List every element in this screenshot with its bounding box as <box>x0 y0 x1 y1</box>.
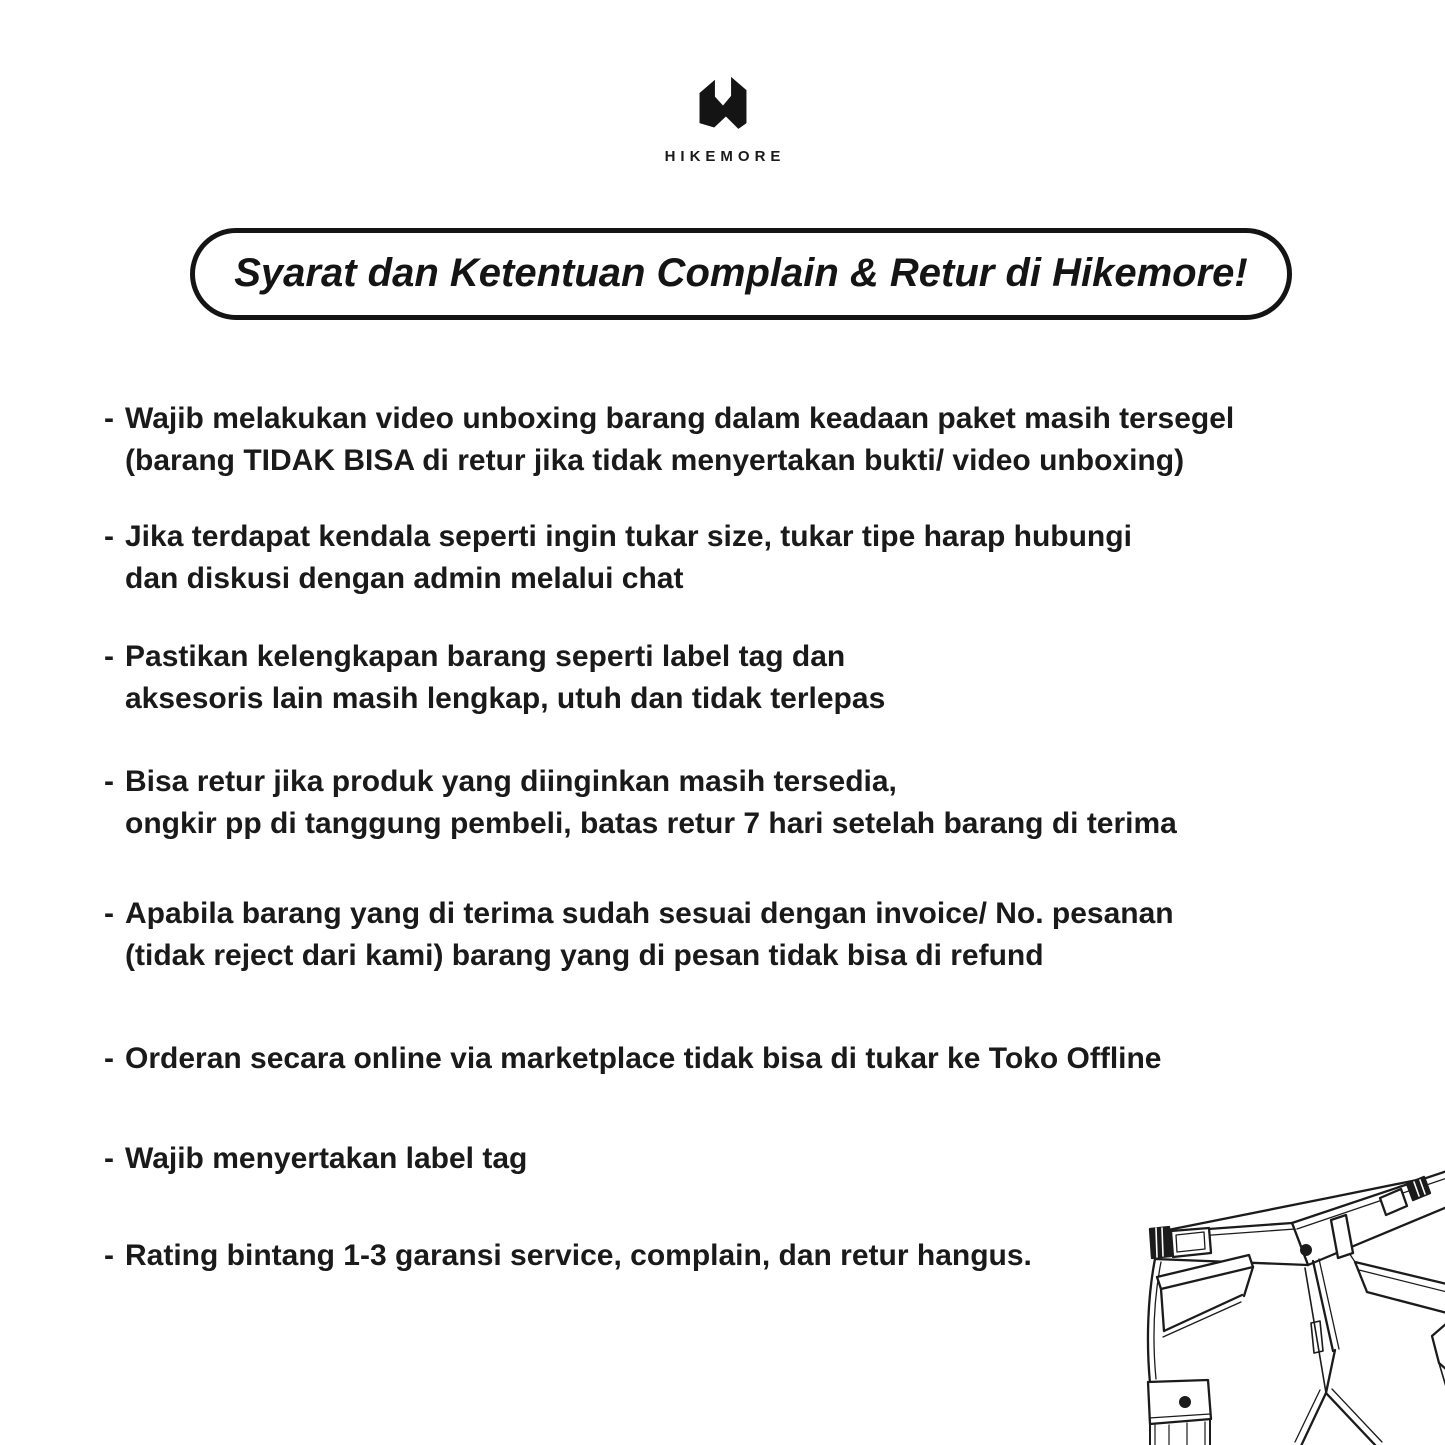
list-item-line: Bisa retur jika produk yang diinginkan masih tersedia, <box>125 765 897 798</box>
bullet-dash: - <box>104 1142 114 1175</box>
title-banner <box>190 228 1292 320</box>
bullet-dash: - <box>104 520 114 553</box>
brand-logo <box>0 68 1445 165</box>
list-item-line: Apabila barang yang di terima sudah sesuai dengan invoice/ No. pesanan <box>125 897 1174 930</box>
bullet-dash: - <box>104 1239 114 1272</box>
bullet-dash: - <box>104 765 114 798</box>
list-item <box>104 516 1415 600</box>
list-item <box>104 893 1415 977</box>
rules-list <box>104 398 1415 1277</box>
bullet-dash: - <box>104 402 114 435</box>
list-item-line: Orderan secara online via marketplace tidak bisa di tukar ke Toko Offline <box>125 1042 1162 1075</box>
cargo-pants-illustration <box>1145 1165 1445 1445</box>
list-item-line: Wajib melakukan video unboxing barang dalam keadaan paket masih tersegel <box>125 402 1235 435</box>
bullet-dash: - <box>104 1042 114 1075</box>
brand-wordmark: HIKEMORE <box>664 148 786 165</box>
list-item-line: dan diskusi dengan admin melalui chat <box>125 562 684 595</box>
hikemore-m-logo-icon <box>690 68 756 140</box>
list-item <box>104 636 1415 720</box>
list-item-line: (barang TIDAK BISA di retur jika tidak menyertakan bukti/ video unboxing) <box>125 444 1185 477</box>
list-item <box>104 761 1415 845</box>
list-item-line: aksesoris lain masih lengkap, utuh dan tidak terlepas <box>125 682 886 715</box>
list-item-line: ongkir pp di tanggung pembeli, batas retur 7 hari setelah barang di terima <box>125 807 1177 840</box>
list-item-line: Rating bintang 1-3 garansi service, complain, dan retur hangus. <box>125 1239 1032 1272</box>
list-item-line: Jika terdapat kendala seperti ingin tukar size, tukar tipe harap hubungi <box>125 520 1132 553</box>
page-title: Syarat dan Ketentuan Complain & Retur di Hikemore! <box>234 250 1248 295</box>
list-item-line: Pastikan kelengkapan barang seperti label tag dan <box>125 640 846 673</box>
list-item-line: Wajib menyertakan label tag <box>125 1142 528 1175</box>
list-item <box>104 1038 1415 1080</box>
bullet-dash: - <box>104 897 114 930</box>
list-item <box>104 398 1415 482</box>
list-item-line: (tidak reject dari kami) barang yang di pesan tidak bisa di refund <box>125 939 1044 972</box>
bullet-dash: - <box>104 640 114 673</box>
